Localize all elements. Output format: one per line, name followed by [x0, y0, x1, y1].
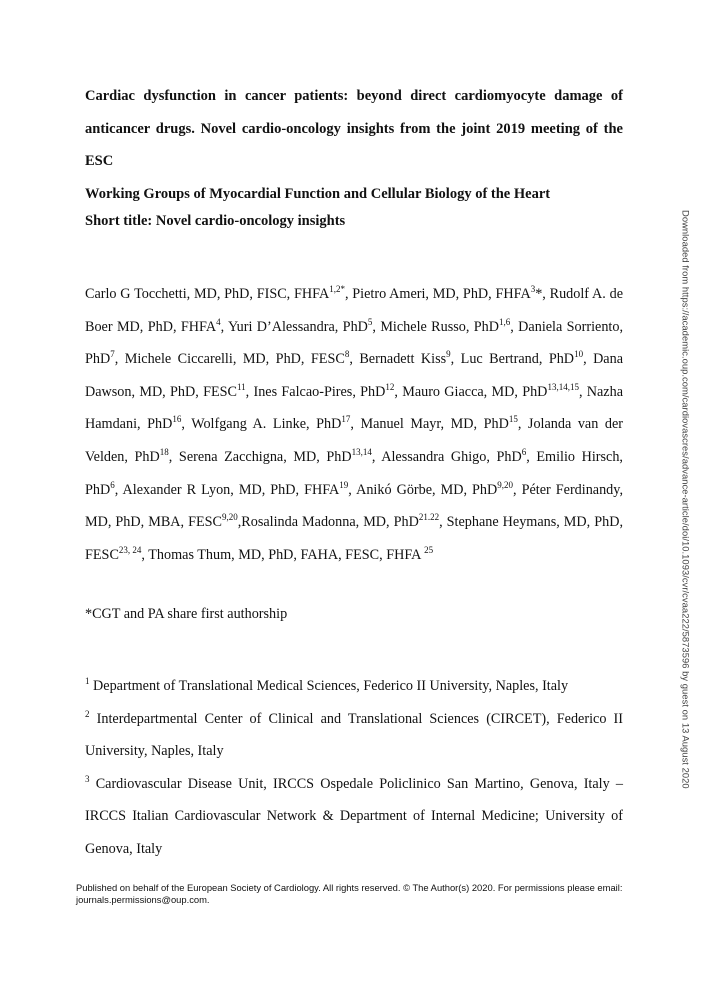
author-list [85, 278, 623, 571]
affiliation-marker: 6 [521, 446, 527, 457]
author-text: , Alessandra Ghigo, PhD [371, 448, 522, 465]
author-line [85, 474, 623, 507]
author-text: Boer MD, PhD, FHFA [85, 318, 217, 335]
affiliation-marker: 1,2* [329, 284, 345, 294]
affiliation-marker: 19 [339, 479, 349, 490]
author-text: PhD [85, 481, 111, 498]
author-text: , Stephane Heymans, MD, PhD, [439, 514, 623, 531]
title-line-3: Working Groups of Myocardial Function and Cellular Biology of the Heart [85, 185, 551, 202]
author-text: , Emilio Hirsch, [526, 448, 623, 465]
title-line-2: anticancer drugs. Novel cardio-oncology insights from the joint 2019 meeting of the ESC [85, 120, 623, 169]
footer-line-2: journals.permissions@oup.com. [76, 894, 210, 905]
author-text: Carlo G Tocchetti, MD, PhD, FISC, FHFA [85, 286, 330, 302]
affiliation-marker: 12 [385, 381, 395, 392]
author-text: , Michele Russo, PhD [372, 318, 500, 335]
author-line [85, 311, 623, 344]
short-title: Short title: Novel cardio-oncology insights [85, 213, 346, 229]
author-text: MD, PhD, MBA, FESC [85, 514, 222, 531]
affiliation-marker: 9,20 [497, 479, 514, 490]
affiliation-marker: 18 [159, 446, 169, 457]
affiliation-marker: 16 [172, 414, 182, 425]
author-text: , Jolanda van der [517, 416, 623, 433]
affiliation-text: Interdepartmental Center of Clinical and Translational Sciences (CIRCET), Federico II [89, 710, 623, 727]
first-authorship-note: *CGT and PA share first authorship [85, 606, 288, 622]
author-text: , Anikó Görbe, MD, PhD [348, 481, 498, 498]
affiliation-marker: 6 [110, 479, 115, 490]
affiliation-number: 1 [85, 676, 90, 686]
author-line [85, 278, 623, 311]
affiliation-marker: 21.22 [418, 512, 440, 523]
author-text: , Péter Ferdinandy, [513, 481, 623, 498]
affiliation-marker: 13,14,15 [547, 381, 579, 392]
affiliation-marker: 7 [110, 349, 115, 360]
affiliation-marker: 23, 24 [118, 544, 142, 555]
affiliation-line [85, 800, 623, 833]
affiliation-text: Department of Translational Medical Sciences, Federico II University, Naples, Italy [89, 678, 569, 694]
author-text: Velden, PhD [85, 448, 160, 465]
title-line-1: Cardiac dysfunction in cancer patients: beyond direct cardiomyocyte damage of [85, 88, 623, 104]
author-text: , Daniela Sorriento, [510, 318, 624, 335]
affiliation-marker: 3 [530, 284, 536, 294]
download-watermark [679, 210, 693, 795]
author-text: , Manuel Mayr, MD, PhD [350, 416, 509, 433]
affiliation-marker: 5 [367, 316, 373, 327]
author-text: , Nazha [578, 383, 623, 400]
author-text: , Pietro Ameri, MD, PhD, FHFA [344, 286, 531, 302]
author-line [85, 376, 623, 409]
affiliation-text: Genova, Italy [85, 840, 163, 857]
affiliation-line [85, 768, 623, 801]
author-text: , Yuri D’Alessandra, PhD [220, 318, 368, 335]
affiliation-marker: 4 [216, 316, 221, 327]
affiliation-marker: 15 [508, 414, 518, 425]
affiliation-marker: 13,14 [351, 446, 372, 457]
affiliation-line [85, 833, 623, 866]
affiliation-text: University, Naples, Italy [85, 743, 224, 760]
author-text: , Bernadett Kiss [349, 351, 447, 368]
author-text: ,Rosalinda Madonna, MD, PhD [237, 514, 419, 531]
affiliation-marker: 9,20 [222, 512, 238, 523]
author-text: Hamdani, PhD [85, 416, 173, 433]
affiliation-marker: 25 [424, 544, 434, 555]
affiliation-line [85, 703, 623, 736]
affiliation-list [85, 670, 623, 866]
affiliation-text: IRCCS Italian Cardiovascular Network & Department of Internal Medicine; University of [85, 808, 623, 825]
author-text: , Alexander R Lyon, MD, PhD, FHFA [114, 481, 340, 498]
affiliation-marker: 11 [236, 381, 246, 392]
affiliation-marker: 10 [574, 349, 584, 360]
footer-line-1: Published on behalf of the European Society of Cardiology. All rights reserved. © The Author(s) 2020. For permissions please email: [76, 882, 623, 893]
affiliation-marker: 8 [344, 349, 350, 360]
download-watermark-text: Downloaded from https://academic.oup.com/cardiovascres/advance-article/doi/10.1093/cvr/cvaa222/5873596 by guest on 13 August 2020 [680, 210, 692, 789]
author-line [85, 408, 623, 441]
author-text: *, Rudolf A. de [535, 286, 623, 302]
author-line [85, 343, 623, 376]
author-text: , Mauro Giacca, MD, PhD [394, 383, 548, 400]
affiliation-text: Cardiovascular Disease Unit, IRCCS Ospedale Policlinico San Martino, Genova, Italy – [89, 775, 623, 792]
affiliation-marker: 9 [446, 349, 451, 360]
affiliation-marker: 1,6 [499, 316, 511, 327]
affiliation-number: 3 [85, 773, 90, 784]
affiliation-number: 2 [85, 708, 90, 719]
article-title [85, 80, 623, 210]
affiliation-line [85, 735, 623, 768]
author-text: Dawson, MD, PhD, FESC [85, 383, 237, 400]
author-line [85, 539, 623, 572]
author-text: FESC [85, 546, 119, 563]
author-text: , Thomas Thum, MD, PhD, FAHA, FESC, FHFA [141, 546, 425, 563]
author-line [85, 506, 623, 539]
author-text: , Ines Falcao-Pires, PhD [245, 383, 386, 400]
affiliation-line [85, 670, 623, 703]
author-text: , Serena Zacchigna, MD, PhD [168, 448, 352, 465]
author-line [85, 441, 623, 474]
author-text: , Wolfgang A. Linke, PhD [181, 416, 342, 433]
author-text: PhD [85, 351, 111, 368]
author-text: , Michele Ciccarelli, MD, PhD, FESC [114, 351, 345, 368]
author-text: , Luc Bertrand, PhD [450, 351, 575, 368]
affiliation-marker: 17 [341, 414, 351, 425]
author-text: , Dana [583, 351, 623, 368]
publisher-footer [76, 882, 646, 906]
